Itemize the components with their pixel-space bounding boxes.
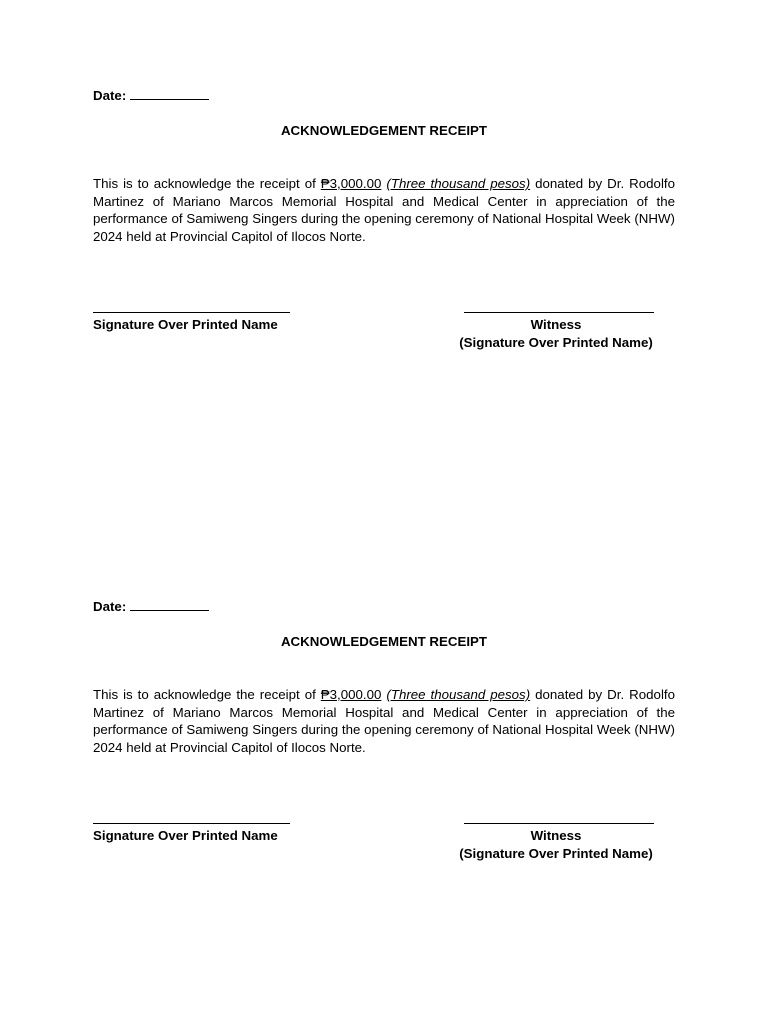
witness-label: Witness [530, 317, 582, 332]
signature-line [93, 823, 290, 824]
body-rest: donated by Dr. Rodolfo Martinez of Mariano Marcos Memorial Hospital and Medical Center in appreciation of the performance of Samiweng Singers during the opening ceremony of National Hospital Week (NHW) 2024 held at Provincial Capitol of Ilocos Norte. [93, 687, 675, 756]
amount: ₱3,000.00 [320, 176, 382, 191]
signature-label: Signature Over Printed Name [93, 828, 278, 843]
witness-block [445, 827, 667, 862]
receipt-title: ACKNOWLEDGEMENT RECEIPT [280, 634, 488, 649]
signature-label: Signature Over Printed Name [93, 317, 278, 332]
receipt-body [93, 686, 675, 757]
amount-words: (Three thousand pesos) [386, 687, 531, 702]
date-line [93, 598, 209, 615]
date-label: Date: [93, 599, 127, 614]
date-blank [130, 87, 209, 100]
amount-words: (Three thousand pesos) [386, 176, 531, 191]
witness-signature-line [464, 823, 654, 824]
witness-sublabel: (Signature Over Printed Name) [459, 845, 653, 861]
date-blank [130, 598, 209, 611]
date-label: Date: [93, 88, 127, 103]
receipt-title: ACKNOWLEDGEMENT RECEIPT [280, 123, 488, 138]
body-intro: This is to acknowledge the receipt of [93, 687, 321, 702]
witness-block [445, 316, 667, 351]
witness-sublabel: (Signature Over Printed Name) [459, 334, 653, 350]
body-rest: donated by Dr. Rodolfo Martinez of Mariano Marcos Memorial Hospital and Medical Center in appreciation of the performance of Samiweng Singers during the opening ceremony of National Hospital Week (NHW) 2024 held at Provincial Capitol of Ilocos Norte. [93, 176, 675, 245]
amount: ₱3,000.00 [320, 687, 382, 702]
date-line [93, 87, 209, 104]
body-intro: This is to acknowledge the receipt of [93, 176, 321, 191]
signature-line [93, 312, 290, 313]
witness-signature-line [464, 312, 654, 313]
witness-label: Witness [530, 828, 582, 843]
receipt-body [93, 175, 675, 246]
